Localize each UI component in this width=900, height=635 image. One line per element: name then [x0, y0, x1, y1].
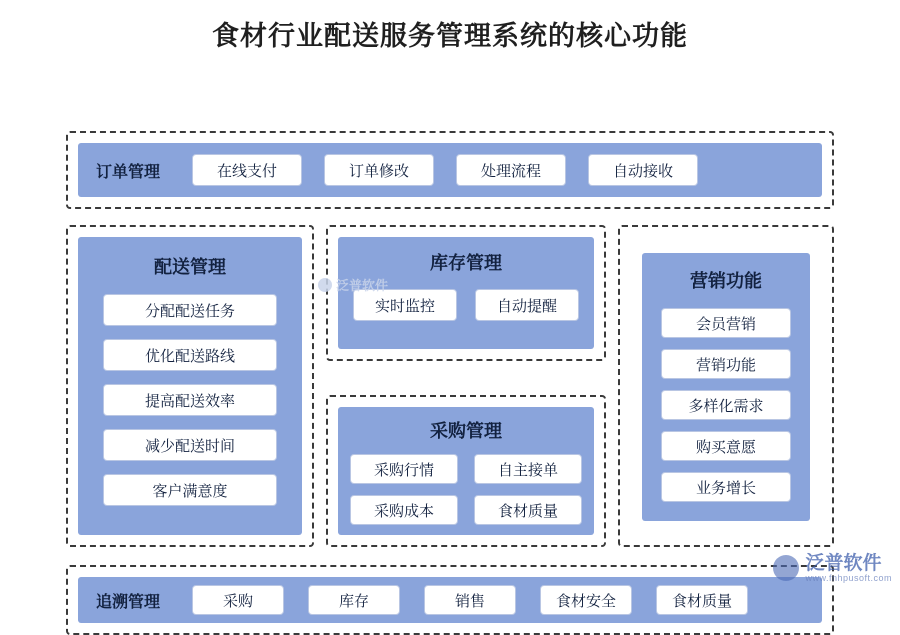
delivery-item-assign-task[interactable]: 分配配送任务: [103, 294, 277, 326]
marketing-function-panel: [642, 253, 810, 521]
marketing-item-marketing-function[interactable]: 营销功能: [661, 349, 791, 379]
group-purchase-management: [326, 395, 606, 547]
trace-management-label: 追溯管理: [96, 593, 161, 611]
marketing-item-diverse-demand[interactable]: 多样化需求: [661, 390, 791, 420]
order-management-items: [192, 154, 698, 186]
marketing-item-member-marketing[interactable]: 会员营销: [661, 308, 791, 338]
watermark-center-text: 泛普软件: [336, 278, 389, 293]
trace-item-purchase[interactable]: 采购: [192, 585, 284, 615]
trace-item-inventory[interactable]: 库存: [308, 585, 400, 615]
delivery-item-improve-efficiency[interactable]: 提高配送效率: [103, 384, 277, 416]
inventory-item-realtime-monitor[interactable]: 实时监控: [353, 289, 457, 321]
diagram-canvas: [0, 59, 900, 611]
purchase-item-cost[interactable]: 采购成本: [350, 495, 458, 525]
purchase-management-label: 采购管理: [430, 421, 502, 441]
order-management-panel: [78, 143, 822, 197]
order-item-online-payment[interactable]: 在线支付: [192, 154, 302, 186]
order-item-auto-receive[interactable]: 自动接收: [588, 154, 698, 186]
marketing-item-business-growth[interactable]: 业务增长: [661, 472, 791, 502]
purchase-item-self-order[interactable]: 自主接单: [474, 454, 582, 484]
purchase-item-market-info[interactable]: 采购行情: [350, 454, 458, 484]
brand-name: 泛普软件: [805, 552, 882, 574]
purchase-item-food-quality[interactable]: 食材质量: [474, 495, 582, 525]
order-item-order-edit[interactable]: 订单修改: [324, 154, 434, 186]
marketing-function-label: 营销功能: [690, 271, 762, 291]
inventory-management-label: 库存管理: [430, 253, 502, 273]
brand-logo-icon: [773, 555, 799, 581]
group-trace-management: [66, 565, 834, 635]
purchase-management-items-row2: [350, 495, 582, 525]
purchase-management-items-row1: [350, 454, 582, 484]
brand-url: www.fnhpusoft.com: [805, 572, 892, 583]
inventory-item-auto-remind[interactable]: 自动提醒: [475, 289, 579, 321]
delivery-management-label: 配送管理: [154, 257, 226, 277]
delivery-management-panel: [78, 237, 302, 535]
order-management-label: 订单管理: [96, 163, 161, 181]
delivery-item-customer-satisfaction[interactable]: 客户满意度: [103, 474, 277, 506]
watermark-brand: [773, 554, 892, 583]
group-marketing-function: [618, 225, 834, 547]
marketing-item-purchase-intent[interactable]: 购买意愿: [661, 431, 791, 461]
trace-item-sales[interactable]: 销售: [424, 585, 516, 615]
delivery-item-optimize-route[interactable]: 优化配送路线: [103, 339, 277, 371]
group-delivery-management: [66, 225, 314, 547]
page-title: 食材行业配送服务管理系统的核心功能: [212, 21, 688, 51]
trace-item-food-safety[interactable]: 食材安全: [540, 585, 632, 615]
trace-item-food-quality[interactable]: 食材质量: [656, 585, 748, 615]
trace-management-items: [192, 585, 748, 615]
trace-management-panel: [78, 577, 822, 623]
inventory-management-items: [353, 289, 579, 321]
marketing-function-items: [642, 308, 810, 502]
inventory-management-panel: [338, 237, 594, 349]
group-order-management: [66, 131, 834, 209]
order-item-process-flow[interactable]: 处理流程: [456, 154, 566, 186]
purchase-management-panel: [338, 407, 594, 535]
delivery-management-items: [78, 294, 302, 506]
delivery-item-reduce-time[interactable]: 减少配送时间: [103, 429, 277, 461]
group-inventory-management: [326, 225, 606, 361]
